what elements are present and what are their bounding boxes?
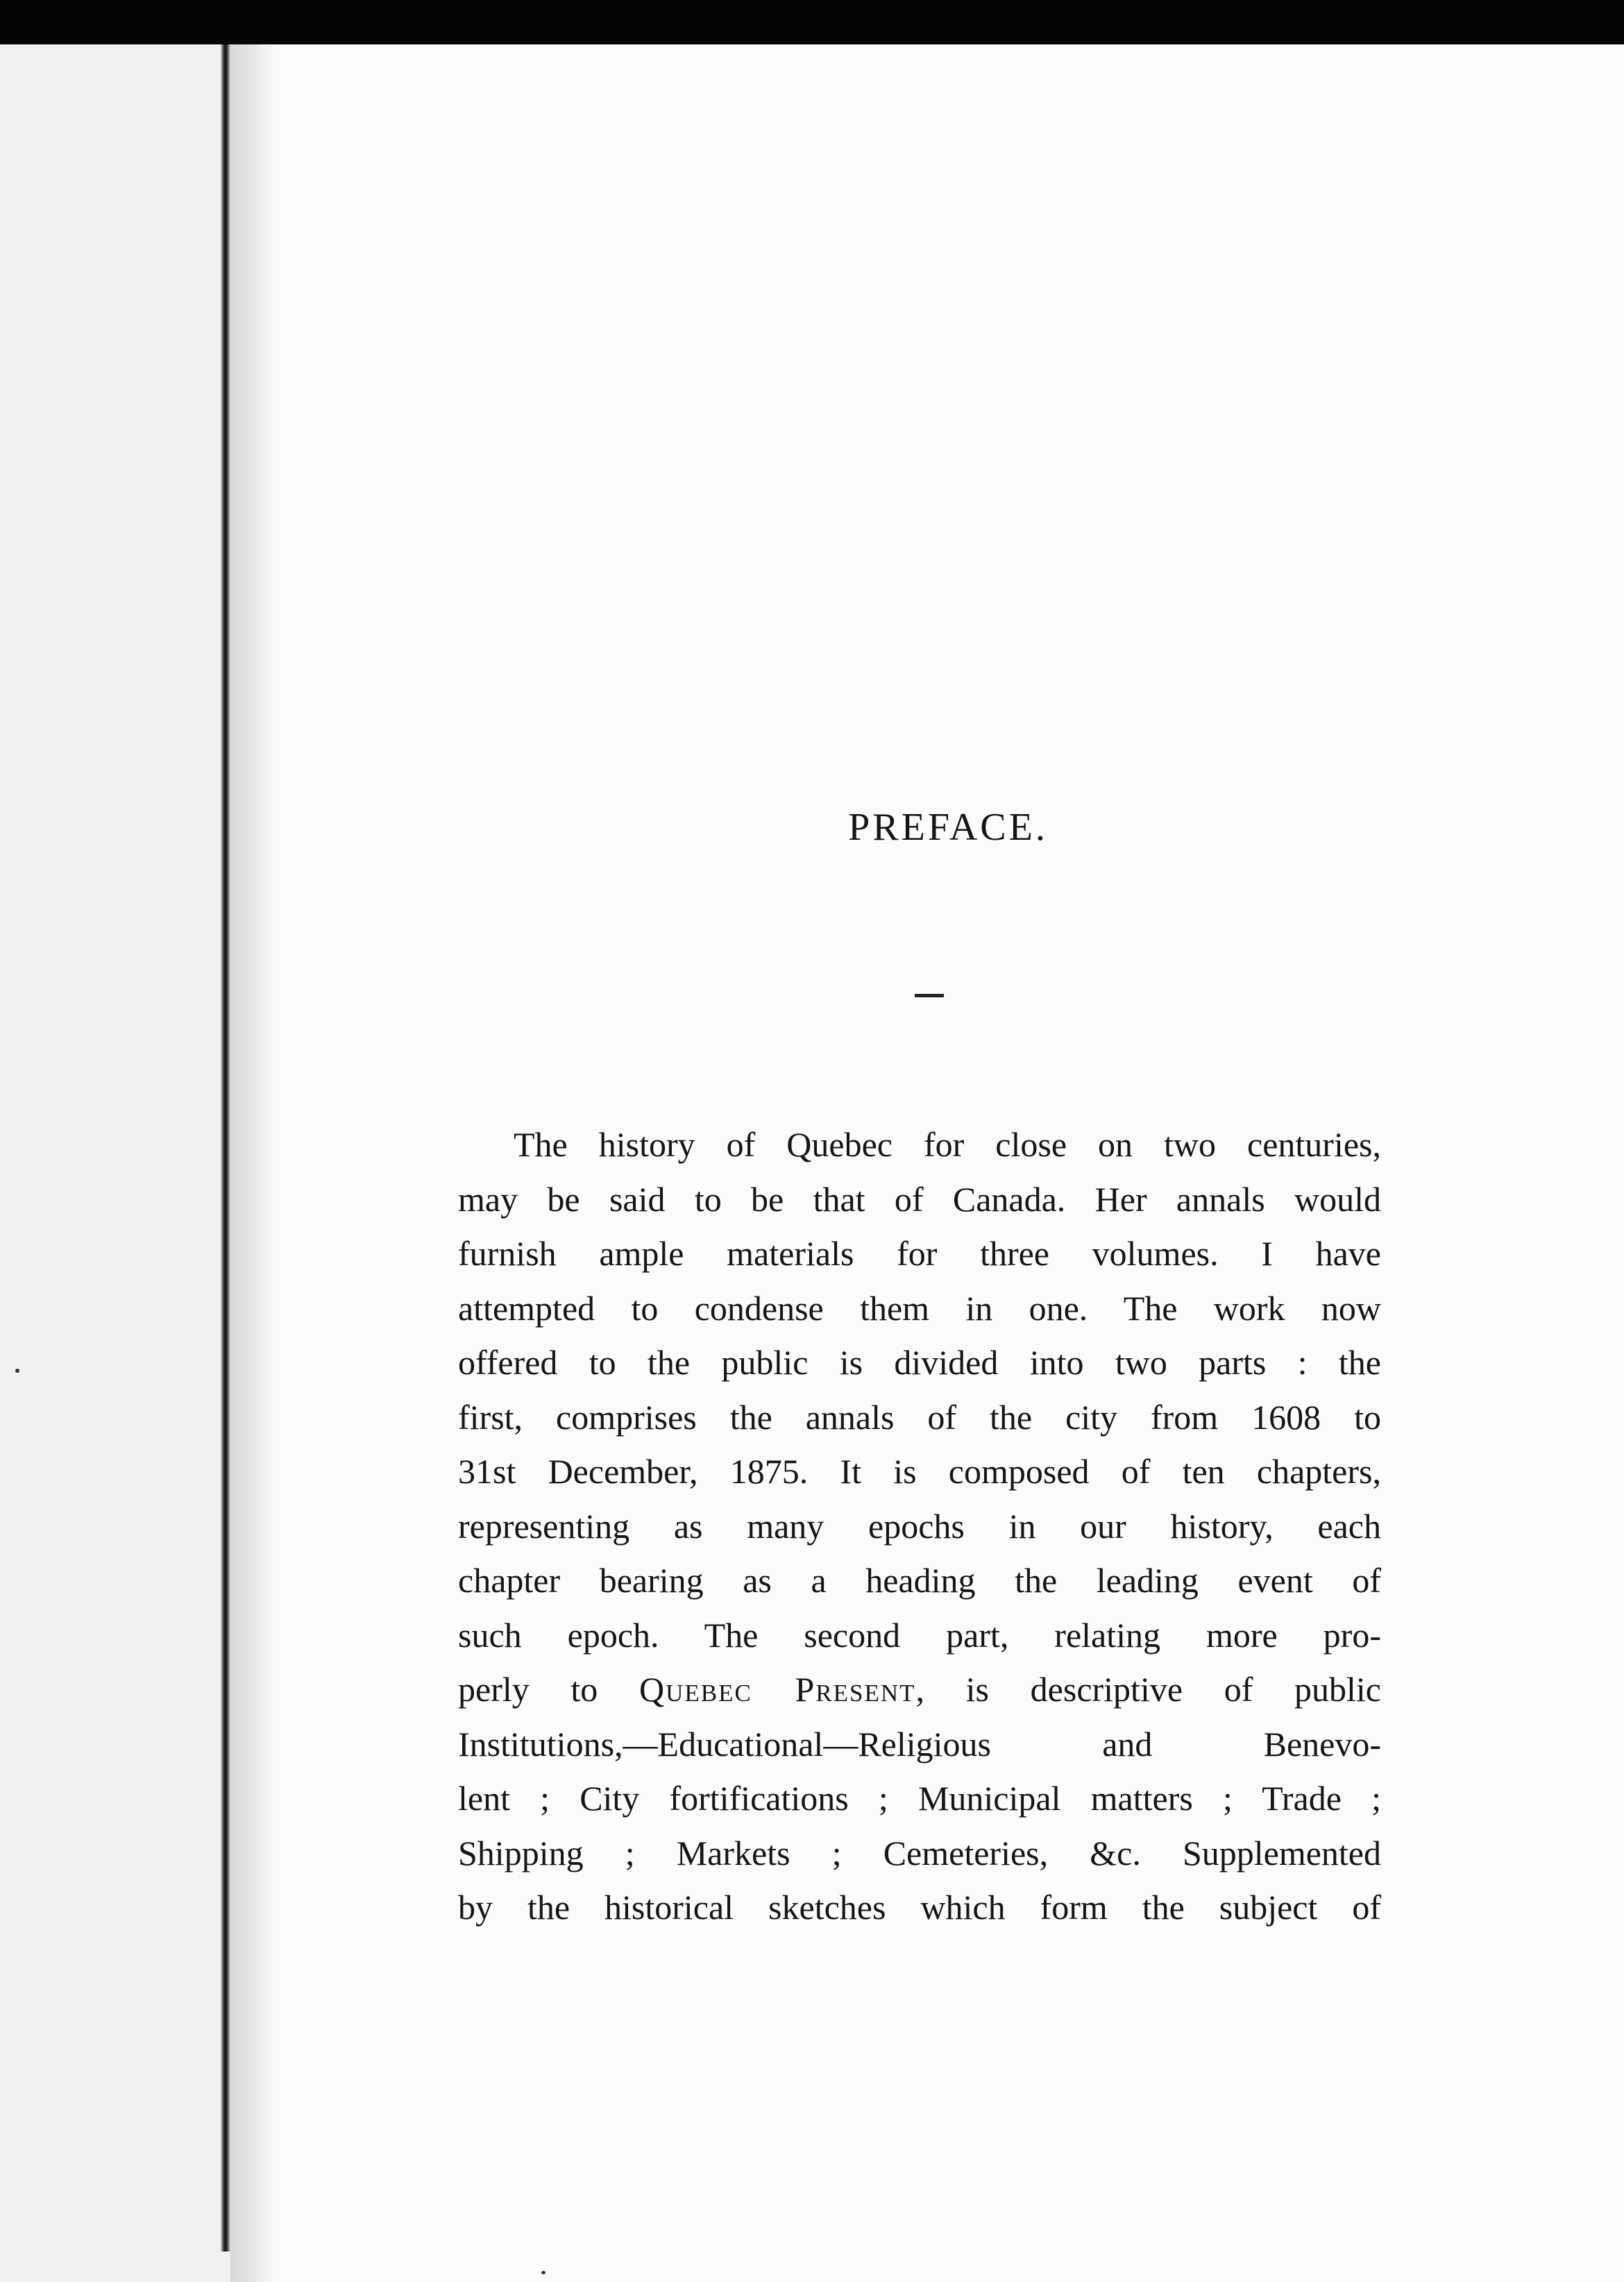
scanner-top-band	[0, 0, 1624, 44]
gutter-shadow	[230, 44, 272, 2282]
scan-speck	[15, 1369, 19, 1373]
paragraph-line: Shipping ; Markets ; Cemeteries, &c. Supplemented	[458, 1833, 1381, 1873]
page-title: PREFACE.	[848, 806, 1048, 849]
paragraph-line: attempted to condense them in one. The work now	[458, 1288, 1381, 1328]
paragraph-line: 31st December, 1875. It is composed of ten chapters,	[458, 1452, 1381, 1491]
scan-speck	[541, 2271, 545, 2274]
small-caps-title: Quebec Present	[638, 1670, 916, 1709]
preface-paragraph	[458, 1117, 1381, 1935]
paragraph-line: furnish ample materials for three volumes. I have	[458, 1234, 1381, 1273]
paragraph-line: by the historical sketches which form the subject of	[458, 1888, 1381, 1927]
paragraph-line: chapter bearing as a heading the leading event of	[458, 1561, 1381, 1600]
paragraph-line: offered to the public is divided into two parts : the	[458, 1343, 1381, 1382]
text-run: , is descriptive of public	[915, 1670, 1381, 1709]
paragraph-line: Institutions,—Educational—Religious and Benevo-	[458, 1724, 1381, 1764]
paragraph-line-mixed	[458, 1662, 1381, 1717]
paragraph-line: representing as many epochs in our history, each	[458, 1506, 1381, 1546]
book-gutter	[221, 44, 230, 2251]
text-run: perly to	[458, 1670, 598, 1709]
paragraph-line: The history of Quebec for close on two centuries,	[514, 1125, 1381, 1164]
paragraph-line: first, comprises the annals of the city from 1608 to	[458, 1397, 1381, 1437]
paragraph-line: such epoch. The second part, relating more pro-	[458, 1615, 1381, 1655]
left-page-edge	[0, 44, 257, 2282]
title-separator	[915, 994, 944, 997]
paragraph-line: lent ; City fortifications ; Municipal matters ; Trade ;	[458, 1779, 1381, 1818]
paragraph-line: may be said to be that of Canada. Her annals would	[458, 1179, 1381, 1219]
